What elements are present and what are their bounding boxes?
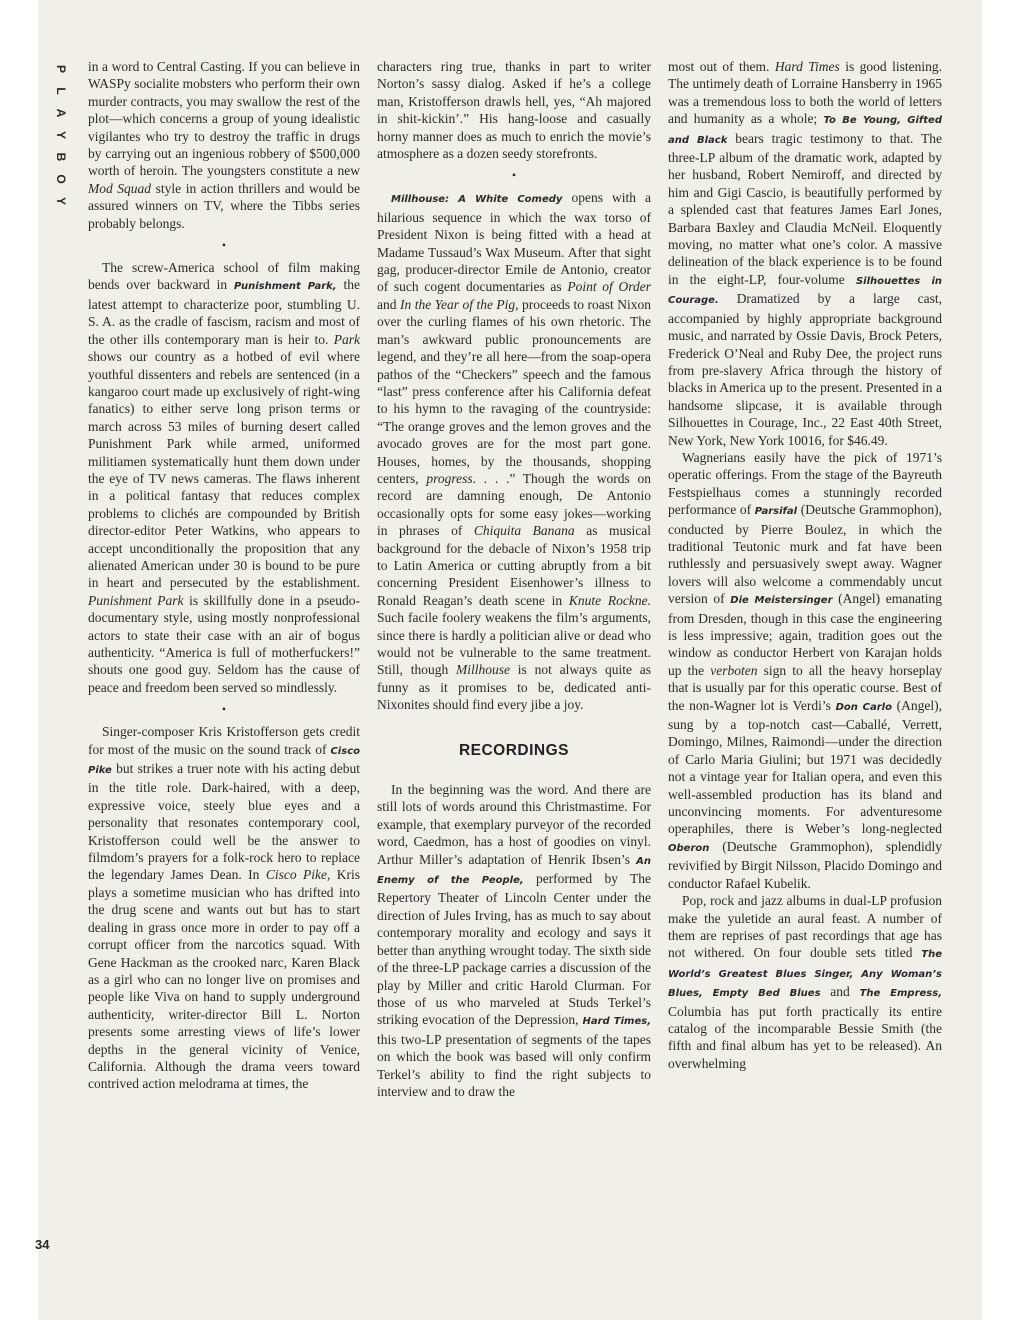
- section-divider-bullet: •: [221, 702, 227, 717]
- body-text: in a word to Central Casting. If you can believe in WASPy socialite mobsters who perform their own murder contracts, you may swallow the rest of the plot—which concerns a group of young idealistic vigilantes who try to destroy the traffic in drugs by carrying out an ingenious robbery of $500,000 worth of heroin. The youngsters constitute a new: [88, 59, 360, 179]
- body-text: In the beginning was the word. And there are still lots of words around this Christmastime. For example, that exemplary purveyor of the recorded word, Caedmon, has a host of goodies on vinyl. Arthur Miller’s adaptation of Henrik Ibsen’s: [377, 782, 651, 867]
- title-reference: Don Carlo: [835, 701, 892, 713]
- body-text: . . . .” Though the words on record are damning enough, De Antonio occasionally opts for some easy jokes—working in phrases of: [377, 470, 651, 539]
- article-column-2: [377, 58, 651, 1268]
- body-text: Such facile foolery weakens the film’s arguments, since there is hardly a politician alive or dead who would not be vulnerable to the same treatment. Still, though: [377, 610, 651, 678]
- italic-text: Point of Order: [567, 279, 651, 295]
- article-paragraph: [377, 189, 651, 713]
- title-reference: The World’s Greatest Blues Singer, Any Woman’s Blues, Empty Bed Blues: [668, 949, 942, 1000]
- body-text: Pop, rock and jazz albums in dual-LP profusion make the yuletide an aural feast. A number of them are reprises of past recordings that age has not withered. On four double sets titled: [668, 893, 942, 961]
- italic-text: Park: [333, 331, 360, 347]
- body-text: sign to all the heavy horseplay that is usually par for this operatic course. Best of the non-Wagner lot is Verdi’s: [668, 662, 942, 713]
- title-reference: Die Meistersinger: [730, 595, 833, 607]
- italic-text: Knute Rockne.: [568, 592, 651, 608]
- magazine-name-letter: Y: [54, 130, 68, 139]
- body-text: (Angel) emanating from Dresden, though in this case the engineering is less impressive; again, tradition goes out the window as conductor Herbert von Karajan holds up the: [668, 591, 942, 678]
- italic-text: In the Year of the Pig,: [399, 296, 519, 312]
- body-text: characters ring true, thanks in part to writer Norton’s sassy dialog. Asked if he’s a college man, Kristofferson drawls hell, yes, “Ah majored in shit-kickin’.” His hang-loose and casually horny manner does as much to enrich the movie’s atmosphere as a dozen seedy storefronts.: [377, 59, 651, 162]
- italic-text: Mod Squad: [88, 180, 152, 196]
- title-reference: Millhouse: A White Comedy: [391, 194, 563, 206]
- page-number: 34: [35, 1237, 50, 1252]
- body-text: shows our country as a hotbed of evil where youthful dissenters and rebels are sentenced (in a kangaroo court made up exclusively of right-wing fanatics) to either serve long prison terms or march across 53 miles of burning desert called Punishment Park while armed, uniformed militiamen systematically hunt them down under the eye of TV news cameras. The flaws inherent in a political fantasy that reduces complex problems to clichés are compounded by British director-editor Peter Watkins, who appears to accept unconditionally the proposition that any alienated American under 30 is bound to be pure in heart and persecuted by the establishment.: [88, 349, 360, 591]
- title-reference: Parsifal: [754, 506, 798, 518]
- article-column-3: [668, 58, 942, 1268]
- title-reference: To Be Young, Gifted and Black: [668, 115, 942, 146]
- magazine-name-letter: A: [54, 108, 68, 118]
- article-column-1: [88, 58, 360, 1268]
- body-text: Columbia has put forth practically its entire catalog of the incomparable Bessie Smith (the fifth and final album has yet to be released). An overwhelming: [668, 1003, 942, 1071]
- magazine-name-letter: B: [54, 152, 68, 162]
- body-text: and: [377, 296, 400, 312]
- italic-text: Punishment Park: [88, 592, 184, 608]
- article-paragraph: [377, 58, 651, 162]
- italic-text: verboten: [710, 662, 758, 678]
- title-reference: The Empress,: [859, 988, 942, 1000]
- body-text: performed by The Repertory Theater of Lincoln Center under the direction of Jules Irving, has as much to say about contemporary morality and ecology and says it better than anything wrought today. The sixth side of the three-LP package carries a discussion of the play by Miller and critic Harold Clurman. For those of us who marveled at Studs Terkel’s striking evocation of the Depression,: [377, 871, 651, 1028]
- magazine-name-letter: Y: [54, 196, 68, 205]
- body-text: Wagnerians easily have the pick of 1971’s operatic offerings. From the stage of the Bayreuth Festspielhaus comes a stunningly recorded performance of: [668, 449, 942, 518]
- magazine-name-letter: P: [54, 64, 68, 73]
- body-text: most out of them.: [668, 59, 775, 74]
- section-divider-bullet: •: [511, 168, 517, 183]
- title-reference: Punishment Park,: [233, 281, 337, 293]
- italic-text: Chiquita Banana: [473, 523, 575, 539]
- italic-text: Hard Times: [774, 59, 840, 74]
- article-paragraph: [377, 781, 651, 1100]
- italic-text: Millhouse: [456, 662, 510, 678]
- body-text: this two-LP presentation of segments of the tapes on which the book was based will only confirm Terkel’s ability to find the right subjects to interview and to draw the: [377, 1031, 651, 1099]
- title-reference: Oberon: [668, 842, 710, 854]
- body-text: but strikes a truer note with his acting debut in the title role. Dark-haired, with a deep, expressive voice, steely blue eyes and a personality that resonates contemporary cool, Kristofferson could well be the answer to filmdom’s prayers for a folk-rock hero to replace the legendary James Dean. In: [88, 761, 360, 883]
- body-text: The screw-America school of film making bends over backward in: [88, 260, 360, 293]
- body-text: is good listening. The untimely death of Lorraine Hansberry in 1965 was a tremendous loss to both the world of letters and humanity as a whole;: [668, 59, 942, 127]
- magazine-name-vertical: [50, 58, 72, 212]
- body-text: and: [820, 984, 860, 1000]
- title-reference: Hard Times,: [582, 1016, 651, 1028]
- body-text: bears tragic testimony to that. The three-LP album of the dramatic work, adapted by her husband, Robert Nemiroff, and directed by him and Gigi Cascio, is beautifully performed by a splended cast that features James Earl Jones, Barbara Baxley and Claudia McNeil. Eloquently moving, no matter what one’s color. A massive delineation of the black experience is to be found in the eight-LP, four-volume: [668, 130, 942, 287]
- body-text: (Angel), sung by a top-notch cast—Caballé, Verrett, Domingo, Milnes, Raimondi—under the direction of Carlo Maria Giulini; but 1971 was decidedly not a vintage year for Italian opera, and even this well-assembled production has its bland and unconvincing moments. For adventuresome operaphiles, there is Weber’s long-neglected: [668, 697, 942, 837]
- article-paragraph: [88, 58, 360, 232]
- body-text: is skillfully done in a pseudo-documentary style, using mostly nonprofessional actors to state their case with an air of bogus authenticity. “America is full of motherfuckers!” shouts one good guy. Seldom has the cause of peace and freedom been served so mindlessly.: [88, 592, 360, 695]
- body-text: style in action thrillers and would be assured winners on TV, where the Tibbs series probably belongs.: [88, 180, 360, 231]
- italic-text: Cisco Pike,: [265, 867, 331, 883]
- body-text: the latest attempt to characterize poor, stumbling U. S. A. as the cradle of fascism, racism and most of the other ills contemporary man is heir to.: [88, 277, 360, 347]
- body-text: as musical background for the debacle of Nixon’s 1958 trip to Latin America or cutting abruptly from a bit concerning President Eisenhower’s illness to Ronald Reagan’s death scene in: [377, 523, 651, 608]
- body-text: Singer-composer Kris Kristofferson gets credit for most of the music on the sound track of: [88, 724, 360, 757]
- article-paragraph: [668, 892, 942, 1072]
- section-heading: RECORDINGS: [458, 741, 570, 759]
- body-text: (Deutsche Grammophon), conducted by Pierre Boulez, in which the traditional Teutonic murk and fat have been ruthlessly and persuasively swept away. Wagner lovers will also welcome a commendably uncut version of: [668, 502, 942, 607]
- title-reference: An Enemy of the People,: [377, 855, 651, 887]
- body-text: proceeds to roast Nixon over the curling flames of his own rhetoric. The man’s awkward public pronouncements are legend, and they’re all here—from the soap-opera pathos of the “Checkers” speech and the famous “last” press conference after his California defeat to his hymn to the ravaging of the countryside: “The orange groves and the lemon groves and the avocado groves are for the most part gone. Houses, homes, by the thousands, shopping centers,: [377, 296, 651, 486]
- body-text: opens with a hilarious sequence in which the wax torso of President Nixon is being fitted with a head at Madame Tussaud’s Wax Museum. After that sight gag, producer-director Emile de Antonio, creator of such cogent documentaries as: [377, 190, 651, 295]
- title-reference: Silhouettes in Courage.: [668, 275, 942, 307]
- body-text: Dramatized by a large cast, accompanied by highly appropriate background music, and narrated by Ossie Davis, Brock Peters, Frederick O’Neal and Ruby Dee, the project runs from pre-slavery Africa through the history of blacks in America up to the present. Presented in a handsome slipcase, it is available through Silhouettes in Courage, Inc., 22 East 40th Street, New York, New York 10016, for $46.49.: [668, 291, 942, 448]
- magazine-name-letter: L: [54, 87, 68, 95]
- body-text: (Deutsche Grammophon), splendidly revivified by Birgit Nilsson, Placido Domingo and conductor Rafael Kubelik.: [668, 838, 942, 891]
- article-paragraph: [668, 449, 942, 892]
- body-text: Kris plays a sometime musician who has drifted into the drug scene and wants out but has to start dealing in grass once more in order to pay off a corrupt officer from the narcotics squad. With Gene Hackman as the crooked narc, Karen Black as a girl who can no longer live on promises and people like Viva on hand to supply underground authenticity, writer-director Bill L. Norton presents some arresting views of life’s lower depths in the general vicinity of Venice, California. Although the drama veers toward contrived action melodrama at times, the: [88, 867, 360, 1092]
- article-paragraph: [88, 723, 360, 1093]
- article-paragraph: [88, 259, 360, 696]
- title-reference: Cisco Pike: [88, 745, 360, 777]
- magazine-name-letter: O: [54, 174, 68, 184]
- article-paragraph: [668, 58, 942, 449]
- section-divider-bullet: •: [221, 238, 227, 253]
- body-text: is not always quite as funny as it promises to be, dedicated anti-Nixonites should find every jibe a joy.: [377, 662, 651, 713]
- italic-text: progress: [426, 470, 473, 486]
